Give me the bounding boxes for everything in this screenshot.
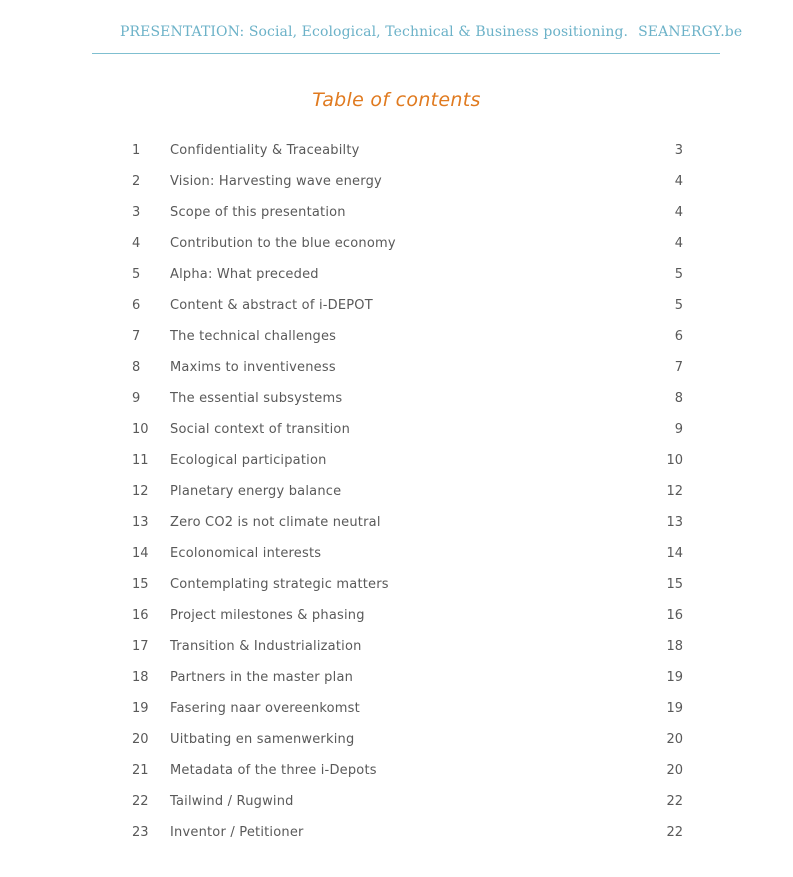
toc-entry-number: 11 [132,453,149,468]
toc-entry[interactable] [0,481,793,512]
toc-entry-page: 16 [666,608,683,623]
toc-entry-number: 21 [132,763,149,778]
toc-entry-page: 20 [666,732,683,747]
toc-entry-title[interactable]: Planetary energy balance [170,484,342,499]
toc-entry-page: 5 [674,298,683,313]
toc-entry-page: 22 [666,825,683,840]
toc-entry-number: 18 [132,670,149,685]
toc-entry[interactable] [0,760,793,791]
header-text [120,24,742,40]
toc-entry-number: 6 [132,298,141,313]
toc-entry-title[interactable]: Contemplating strategic matters [170,577,389,592]
toc-entry[interactable] [0,574,793,605]
toc-entry[interactable] [0,729,793,760]
toc-entry-title[interactable]: Confidentiality & Traceabilty [170,143,360,158]
toc-entry-title[interactable]: Zero CO2 is not climate neutral [170,515,381,530]
toc-entry-title[interactable]: Maxims to inventiveness [170,360,336,375]
toc-entry-title[interactable]: The essential subsystems [170,391,343,406]
toc-entry[interactable] [0,698,793,729]
toc-entry-title[interactable]: Scope of this presentation [170,205,346,220]
toc-entry-number: 1 [132,143,141,158]
toc-entry[interactable] [0,264,793,295]
toc-entry-number: 15 [132,577,149,592]
toc-entry-number: 3 [132,205,141,220]
toc-entry[interactable] [0,822,793,853]
toc-entry[interactable] [0,202,793,233]
toc-entry-title[interactable]: Metadata of the three i-Depots [170,763,377,778]
toc-entry[interactable] [0,791,793,822]
toc-entry-page: 20 [666,763,683,778]
toc-entry-number: 16 [132,608,149,623]
toc-entry-page: 9 [674,422,683,437]
toc-entry[interactable] [0,357,793,388]
toc-entry[interactable] [0,388,793,419]
toc-entry-number: 2 [132,174,141,189]
toc-entry-title[interactable]: Contribution to the blue economy [170,236,396,251]
toc-entry-title[interactable]: Inventor / Petitioner [170,825,304,840]
toc-entry[interactable] [0,667,793,698]
toc-entry-title[interactable]: Transition & Industrialization [170,639,362,654]
toc-entry-page: 14 [666,546,683,561]
toc-entry-page: 15 [666,577,683,592]
toc-list [0,140,793,853]
toc-entry-title[interactable]: Social context of transition [170,422,351,437]
toc-entry[interactable] [0,512,793,543]
toc-heading: Table of contents [312,89,481,111]
toc-entry[interactable] [0,295,793,326]
toc-entry-page: 4 [674,205,683,220]
toc-entry-number: 20 [132,732,149,747]
toc-entry[interactable] [0,605,793,636]
toc-entry-page: 4 [674,236,683,251]
toc-entry[interactable] [0,450,793,481]
toc-entry-page: 6 [674,329,683,344]
toc-entry-number: 17 [132,639,149,654]
toc-entry[interactable] [0,171,793,202]
toc-entry-page: 10 [666,453,683,468]
toc-entry-number: 8 [132,360,141,375]
toc-entry[interactable] [0,140,793,171]
toc-entry-page: 13 [666,515,683,530]
toc-entry-number: 14 [132,546,149,561]
toc-entry-title[interactable]: Ecolonomical interests [170,546,322,561]
page-header [92,0,743,54]
toc-entry-title[interactable]: Fasering naar overeenkomst [170,701,360,716]
toc-entry-page: 7 [674,360,683,375]
header-presentation-title: PRESENTATION: Social, Ecological, Technical & Business positioning. [120,24,629,40]
toc-entry-number: 13 [132,515,149,530]
toc-entry[interactable] [0,543,793,574]
toc-entry-number: 23 [132,825,149,840]
toc-entry-number: 9 [132,391,141,406]
toc-entry-number: 4 [132,236,141,251]
toc-entry[interactable] [0,419,793,450]
toc-entry-number: 19 [132,701,149,716]
toc-entry-page: 19 [666,701,683,716]
toc-entry-page: 3 [674,143,683,158]
toc-entry-number: 7 [132,329,141,344]
toc-entry-title[interactable]: Uitbating en samenwerking [170,732,355,747]
toc-entry-number: 12 [132,484,149,499]
toc-entry-number: 22 [132,794,149,809]
toc-entry-title[interactable]: The technical challenges [170,329,337,344]
header-site: SEANERGY.be [638,24,743,40]
toc-entry[interactable] [0,326,793,357]
toc-entry-page: 19 [666,670,683,685]
toc-entry-title[interactable]: Ecological participation [170,453,327,468]
toc-entry-page: 8 [674,391,683,406]
toc-entry-title[interactable]: Project milestones & phasing [170,608,365,623]
toc-entry[interactable] [0,233,793,264]
toc-entry-title[interactable]: Partners in the master plan [170,670,354,685]
toc-entry-title[interactable]: Alpha: What preceded [170,267,319,282]
toc-entry-page: 22 [666,794,683,809]
toc-entry-page: 12 [666,484,683,499]
toc-entry-title[interactable]: Tailwind / Rugwind [170,794,294,809]
toc-entry-number: 10 [132,422,149,437]
toc-entry-number: 5 [132,267,141,282]
toc-entry-title[interactable]: Content & abstract of i-DEPOT [170,298,373,313]
toc-entry-page: 5 [674,267,683,282]
toc-entry-page: 4 [674,174,683,189]
toc-entry-page: 18 [666,639,683,654]
toc-entry-title[interactable]: Vision: Harvesting wave energy [170,174,382,189]
toc-entry[interactable] [0,636,793,667]
